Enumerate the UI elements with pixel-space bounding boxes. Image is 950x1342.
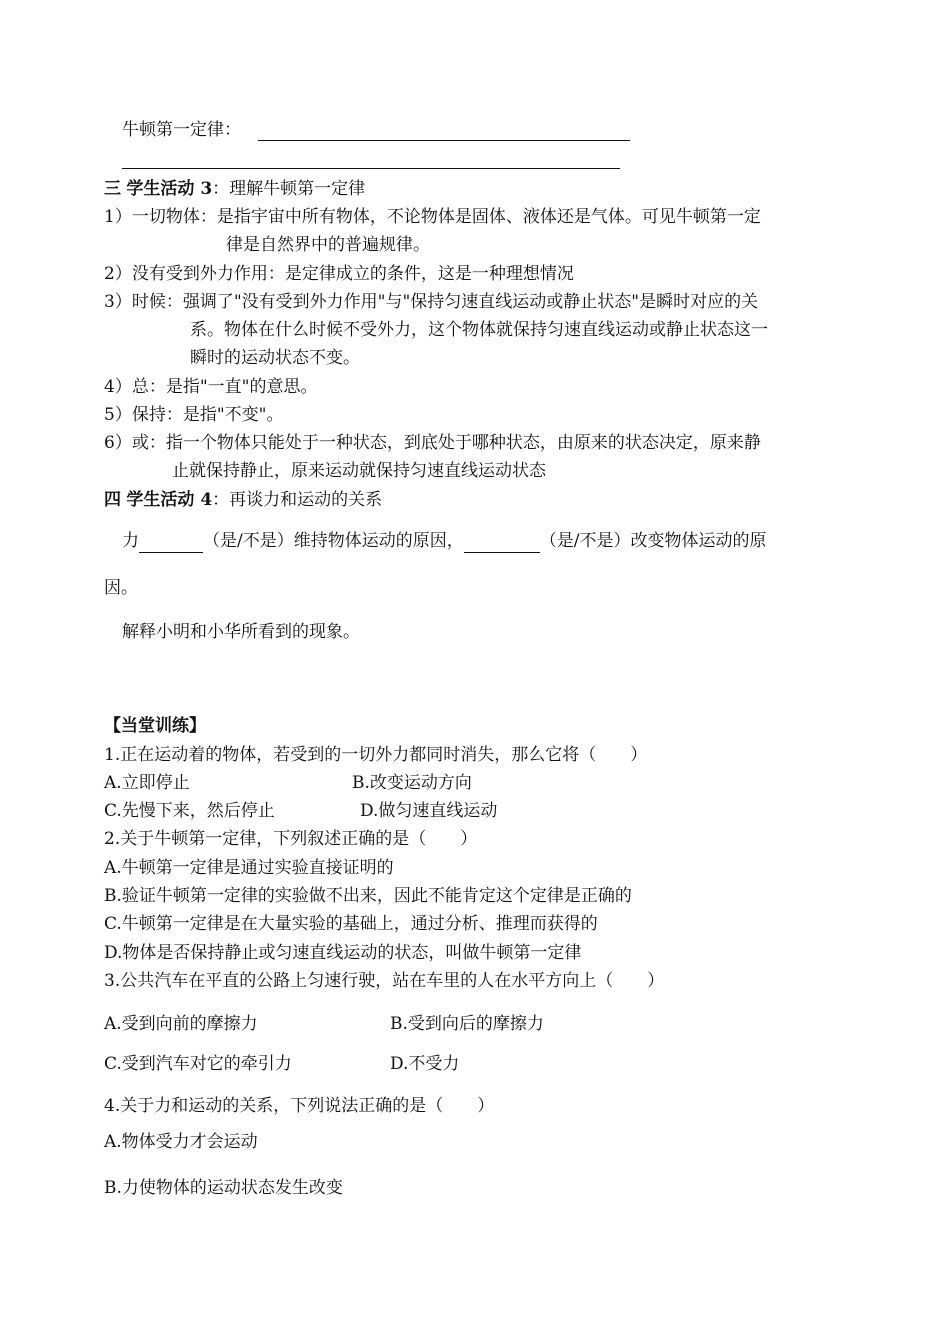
q2-option-a[interactable]: A.牛顿第一定律是通过实验直接证明的 (104, 858, 394, 878)
q3-option-c[interactable]: C.受到汽车对它的牵引力 (104, 1054, 292, 1074)
q4-option-b[interactable]: B.力使物体的运动状态发生改变 (104, 1178, 343, 1198)
section3-item-3: 3）时候：强调了"没有受到外力作用"与"保持匀速直线运动或静止状态"是瞬时对应的关 (104, 292, 759, 312)
q1-option-b[interactable]: B.改变运动方向 (352, 773, 472, 793)
section3-item-3-cont-1: 系。物体在什么时候不受外力，这个物体就保持匀速直线运动或静止状态这一 (190, 320, 768, 340)
force-blank-1[interactable] (139, 530, 203, 553)
section3-item-5: 5）保持：是指"不变"。 (104, 405, 284, 425)
force-blank-2[interactable] (464, 530, 540, 553)
section3-item-1: 1）一切物体：是指宇宙中所有物体，不论物体是固体、液体还是气体。可见牛顿第一定 (104, 207, 761, 227)
q3-option-d[interactable]: D.不受力 (390, 1054, 460, 1074)
q3-option-a[interactable]: A.受到向前的摩擦力 (104, 1014, 258, 1034)
q3-stem: 3.公共汽车在平直的公路上匀速行驶，站在车里的人在水平方向上（ ） (104, 971, 665, 991)
q4-option-a[interactable]: A.物体受力才会运动 (104, 1132, 258, 1152)
section3-item-6: 6）或：指一个物体只能处于一种状态，到底处于哪种状态，由原来的状态决定，原来静 (104, 433, 761, 453)
q2-stem: 2.关于牛顿第一定律，下列叙述正确的是（ ） (104, 829, 478, 849)
q1-option-a[interactable]: A.立即停止 (104, 773, 190, 793)
q1-stem: 1.正在运动着的物体，若受到的一切外力都同时消失，那么它将（ ） (104, 745, 648, 765)
q1-option-c[interactable]: C.先慢下来，然后停止 (104, 801, 275, 821)
section3-item-6-cont: 止就保持静止，原来运动就保持匀速直线运动状态 (172, 461, 546, 481)
section3-heading: 三 学生活动 3：理解牛顿第一定律 (104, 179, 366, 199)
q2-option-c[interactable]: C.牛顿第一定律是在大量实验的基础上，通过分析、推理而获得的 (104, 914, 598, 934)
q1-option-d[interactable]: D.做匀速直线运动 (360, 801, 498, 821)
explain-prompt: 解释小明和小华所看到的现象。 (122, 622, 360, 642)
q2-option-b[interactable]: B.验证牛顿第一定律的实验做不出来，因此不能肯定这个定律是正确的 (104, 886, 632, 906)
force-fill-sentence: 力 （是/不是）维持物体运动的原因， （是/不是）改变物体运动的原 (122, 531, 767, 551)
section3-item-4: 4）总：是指"一直"的意思。 (104, 377, 318, 397)
force-fill-cont: 因。 (104, 578, 138, 598)
law-label: 牛顿第一定律： (122, 120, 241, 140)
law-blank-line-1[interactable] (258, 140, 630, 141)
section3-item-1-cont: 律是自然界中的普遍规律。 (226, 235, 430, 255)
training-heading: 【当堂训练】 (104, 716, 206, 736)
q3-option-b[interactable]: B.受到向后的摩擦力 (390, 1014, 544, 1034)
section4-heading: 四 学生活动 4：再谈力和运动的关系 (104, 490, 383, 510)
law-blank-line-2[interactable] (122, 168, 620, 169)
section3-item-3-cont-2: 瞬时的运动状态不变。 (190, 348, 360, 368)
section3-item-2: 2）没有受到外力作用：是定律成立的条件，这是一种理想情况 (104, 264, 574, 284)
q4-stem: 4.关于力和运动的关系，下列说法正确的是（ ） (104, 1096, 495, 1116)
q2-option-d[interactable]: D.物体是否保持静止或匀速直线运动的状态，叫做牛顿第一定律 (104, 943, 582, 963)
